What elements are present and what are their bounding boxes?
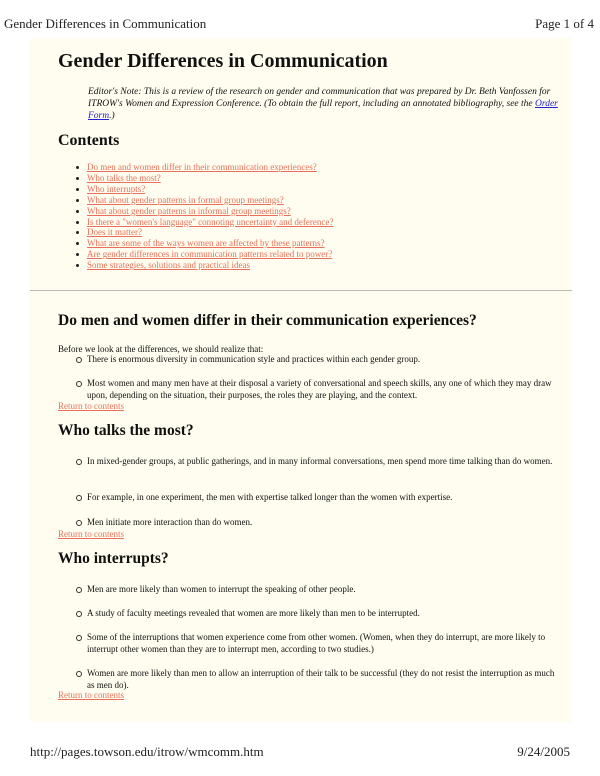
list-item: Women are more likely than men to allow an interruption of their talk to be successful (they do not resist the interruption as much as men do). xyxy=(76,668,557,691)
toc-item xyxy=(74,195,333,206)
contents-heading: Contents xyxy=(58,132,120,149)
page-header xyxy=(0,0,600,31)
toc-item xyxy=(74,217,333,228)
toc-link[interactable]: Some strategies, solutions and practical ideas xyxy=(87,260,250,271)
toc-item xyxy=(74,206,333,217)
list-item: Men initiate more interaction than do women. xyxy=(76,517,557,529)
page-title: Gender Differences in Communication xyxy=(58,50,388,72)
toc-item xyxy=(74,184,333,195)
toc-item xyxy=(74,260,333,271)
list-item: Most women and many men have at their disposal a variety of conversational and speech skills, any one of which they may draw upon, depending on the situation, their purposes, the roles they are playing, and the context. xyxy=(76,378,557,401)
print-date: 9/24/2005 xyxy=(517,744,570,759)
toc-link[interactable]: What are some of the ways women are affected by these patterns? xyxy=(87,238,325,249)
toc-item xyxy=(74,227,333,238)
table-of-contents xyxy=(74,162,333,271)
toc-link[interactable]: Does it matter? xyxy=(87,227,142,238)
toc-item xyxy=(74,162,333,173)
section-intro: Before we look at the differences, we should realize that: xyxy=(58,344,264,354)
editor-note xyxy=(88,86,558,122)
list-item: Some of the interruptions that women experience come from other women. (Women, when they do interrupt, are more likely to interrupt other women than they are to interrupt men, according to two studies.) xyxy=(76,632,557,655)
return-to-contents-link[interactable]: Return to contents xyxy=(58,690,124,700)
toc-link[interactable]: Are gender differences in communication patterns related to power? xyxy=(87,249,333,260)
list-item: In mixed-gender groups, at public gatherings, and in many informal conversations, men spend more time talking than do women. xyxy=(76,456,557,468)
toc-link[interactable]: What about gender patterns in formal group meetings? xyxy=(87,194,284,205)
section-heading: Do men and women differ in their communication experiences? xyxy=(58,312,477,329)
toc-link[interactable]: What about gender patterns in informal group meetings? xyxy=(87,205,291,216)
toc-link[interactable]: Who talks the most? xyxy=(87,172,161,183)
header-title: Gender Differences in Communication xyxy=(4,16,207,31)
toc-item xyxy=(74,249,333,260)
toc-link[interactable]: Do men and women differ in their communication experiences? xyxy=(87,162,317,172)
list-item: For example, in one experiment, the men with expertise talked longer than the women with expertise. xyxy=(76,492,557,504)
list-item: There is enormous diversity in communication style and practices within each gender group. xyxy=(76,354,557,366)
return-to-contents-link[interactable]: Return to contents xyxy=(58,401,124,411)
section-heading: Who talks the most? xyxy=(58,422,194,439)
toc-link[interactable]: Is there a "women's language" connoting uncertainty and deference? xyxy=(87,216,334,227)
list-item: Men are more likely than women to interrupt the speaking of other people. xyxy=(76,584,557,596)
editor-note-end: .) xyxy=(109,111,115,121)
section-heading: Who interrupts? xyxy=(58,550,169,567)
page-number: Page 1 of 4 xyxy=(535,16,594,31)
editor-note-text: Editor's Note: This is a review of the research on gender and communication that was prepared by Dr. Beth Vanfossen for ITROW's Women and Expression Conference. (To obtain the full report, including an annotated bibliography, see the xyxy=(88,87,551,109)
toc-link[interactable]: Who interrupts? xyxy=(87,183,146,194)
toc-item xyxy=(74,238,333,249)
horizontal-rule xyxy=(30,290,572,291)
order-form-link[interactable]: Order Form xyxy=(88,99,558,121)
list-item: A study of faculty meetings revealed that women are more likely than men to be interrupted. xyxy=(76,608,557,620)
source-url: http://pages.towson.edu/itrow/wmcomm.htm xyxy=(30,744,264,759)
return-to-contents-link[interactable]: Return to contents xyxy=(58,529,124,539)
document-body xyxy=(30,38,572,722)
page-footer xyxy=(0,742,600,762)
toc-item xyxy=(74,173,333,184)
